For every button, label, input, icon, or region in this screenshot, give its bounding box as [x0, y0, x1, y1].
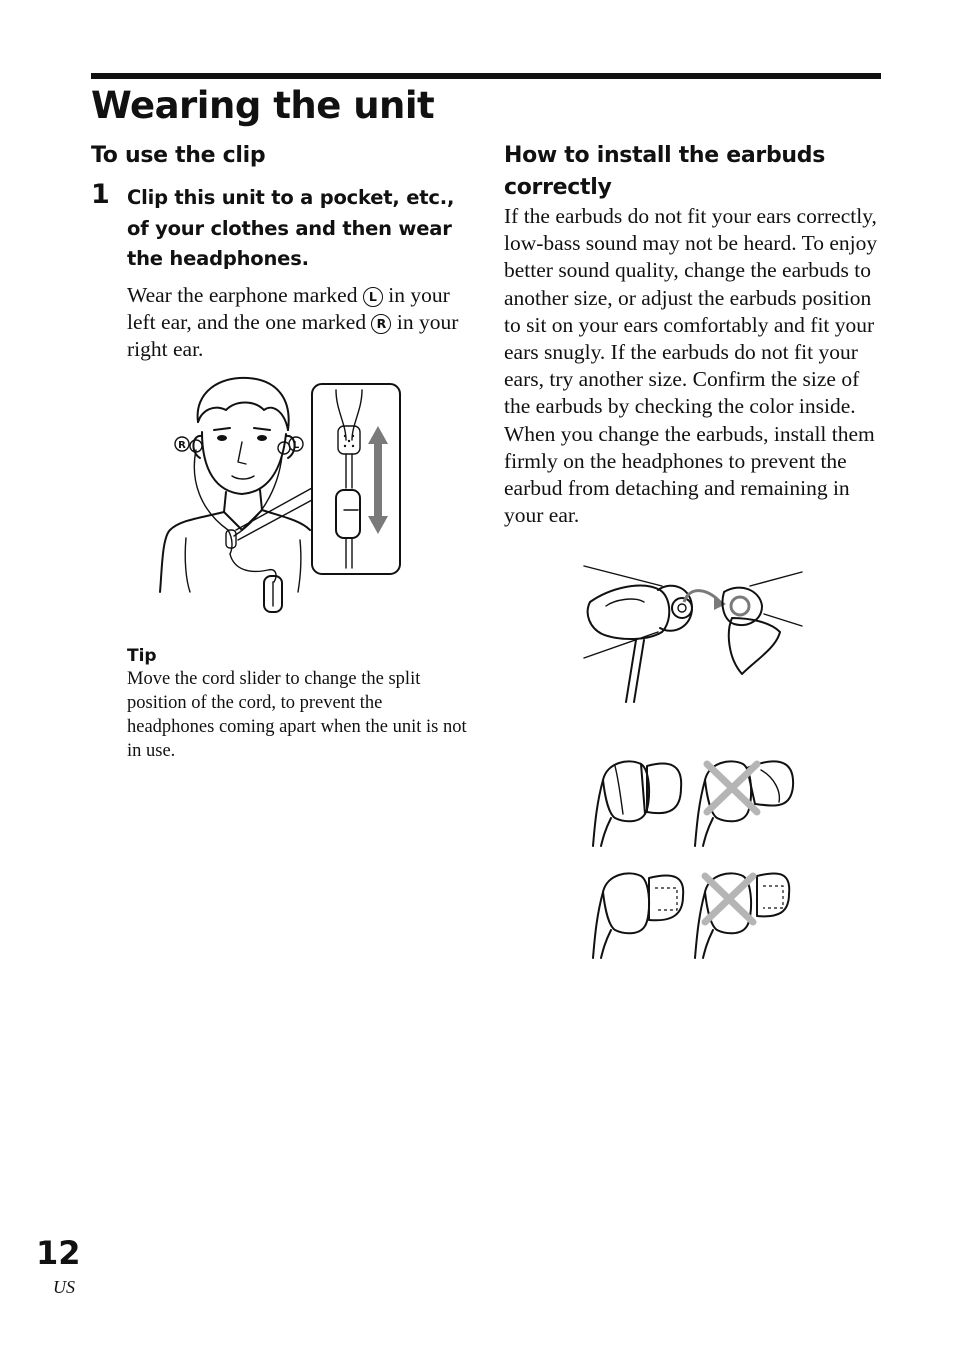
title-rule — [91, 73, 881, 79]
ear-instruction-part3: in your right ear. — [127, 310, 459, 361]
earbud-install-illustration — [580, 562, 805, 707]
region-code: US — [53, 1277, 75, 1297]
ear-instruction-part2: in your left ear, and the one marked — [127, 283, 450, 334]
fit-example-correct-1 — [593, 761, 681, 846]
fit-example-correct-2 — [593, 873, 683, 958]
fit-example-wrong-1 — [695, 761, 793, 846]
cross-icon — [707, 764, 757, 812]
page-number: 12 — [36, 1234, 81, 1272]
earbuds-instructions: If the earbuds do not fit your ears correctly, low-bass sound may not be heard. To enjoy better sound quality, change the earbuds to another size, or adjust the earbuds position to sit on your ears comfortably and fit your ears snugly. If the earbuds do not fit your ears, try another size. Confirm the size of the earbuds by checking the color inside. When you change the earbuds, install them firmly on the headphones to prevent the earbud from detaching and remaining in your ear. — [504, 204, 878, 528]
clip-heading: To use the clip — [91, 143, 266, 168]
earbuds-heading: How to install the earbuds correctly — [504, 143, 826, 200]
wearing-illustration — [150, 370, 410, 620]
cord-slider-zoom — [312, 384, 400, 574]
page-title: Wearing the unit — [91, 84, 435, 127]
double-arrow-icon — [368, 426, 388, 534]
cross-icon — [705, 876, 753, 922]
fit-example-wrong-2 — [695, 873, 789, 958]
install-arrow-icon — [714, 596, 726, 610]
earbud-fit-examples — [585, 752, 805, 967]
tip-title: Tip — [127, 646, 157, 666]
step-number: 1 — [91, 179, 110, 210]
figure-label-right: R — [178, 440, 186, 451]
ear-instruction-part1: Wear the earphone marked — [127, 283, 358, 307]
person-drawing — [160, 378, 312, 612]
left-symbol-icon: L — [363, 287, 383, 307]
tip-text: Move the cord slider to change the split position of the cord, to prevent the headphones coming apart when the unit is not in use. — [127, 669, 467, 761]
step-instruction: Clip this unit to a pocket, etc., of your clothes and then wear the headphones. — [127, 186, 455, 270]
right-symbol-icon: R — [371, 314, 391, 334]
figure-label-left: L — [292, 440, 300, 451]
ear-instruction — [127, 282, 472, 363]
